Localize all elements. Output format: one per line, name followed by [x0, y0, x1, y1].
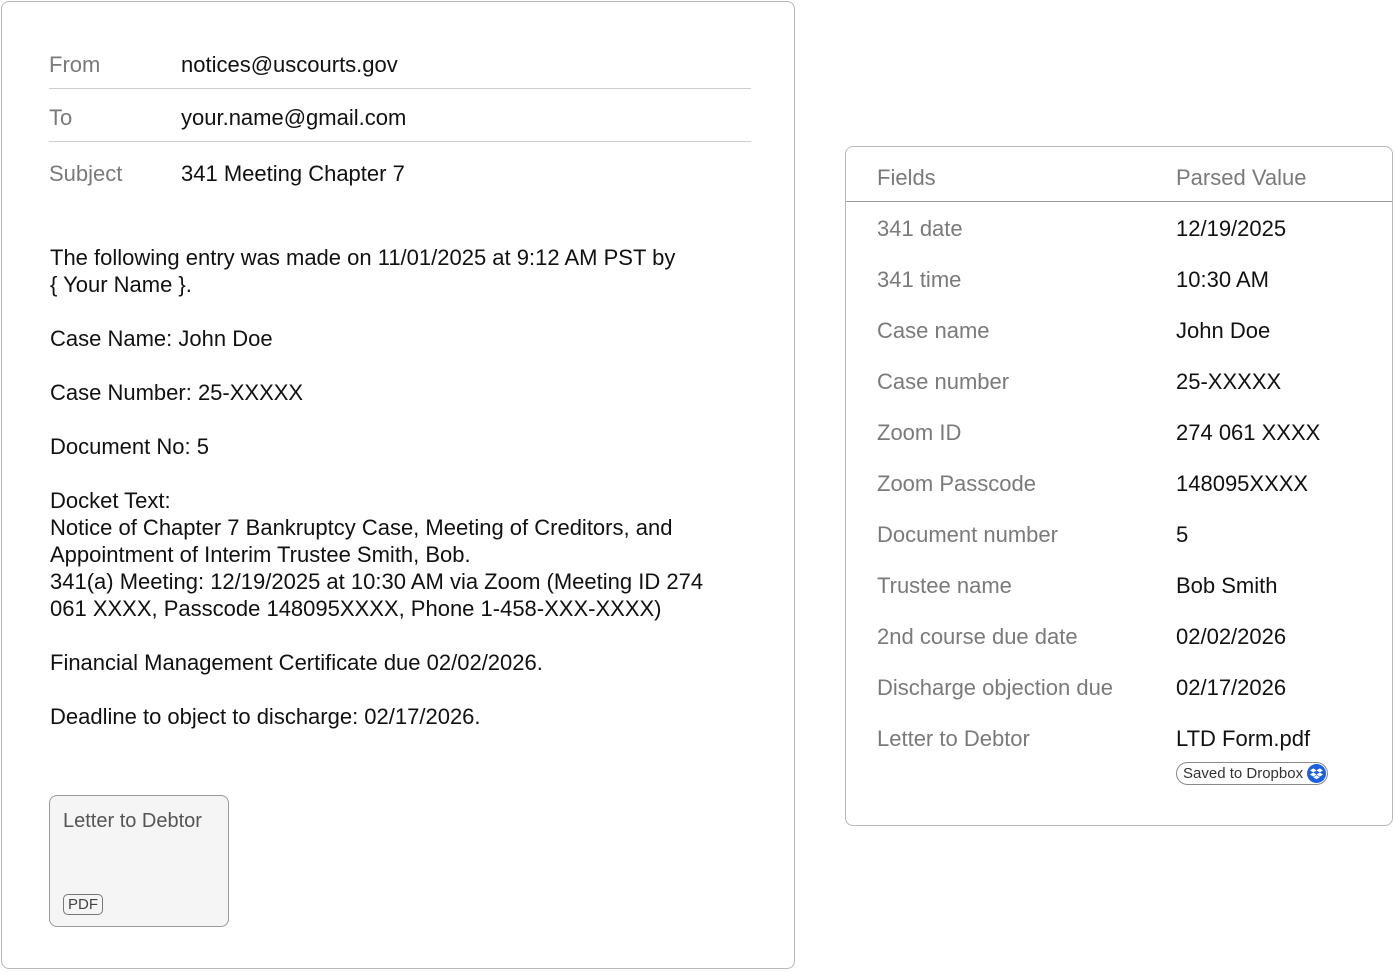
docket-text-paragraph: Docket Text: Notice of Chapter 7 Bankruptcy Case, Meeting of Creditors, and Appointment of Interim Trustee Smith, Bob. 341(a) Meeting: 12/19/2025 at 10:30 AM via Zoom (Meeting ID 274 061 XXXX, Passcode 148095XXXX, Phone 1-458-XXX-XXXX) [50, 488, 704, 621]
field-value: 274 061 XXXX [1176, 420, 1321, 445]
field-value: John Doe [1176, 318, 1271, 343]
field-value: 10:30 AM [1176, 267, 1269, 292]
field-name: 2nd course due date [877, 624, 1078, 649]
field-name: Zoom ID [877, 420, 962, 445]
parsed-row [846, 560, 1392, 611]
subject-label: Subject [49, 161, 123, 186]
ltd-form-file-link[interactable]: LTD Form.pdf [1176, 726, 1311, 751]
field-name: Case name [877, 318, 990, 343]
field-name: Trustee name [877, 573, 1012, 598]
field-name: Letter to Debtor [877, 726, 1030, 751]
field-name: Zoom Passcode [877, 471, 1036, 496]
parsed-table-header [846, 147, 1392, 202]
pdf-badge: PDF [63, 894, 103, 915]
field-name: Discharge objection due [877, 675, 1114, 700]
parsed-values-card [845, 146, 1393, 826]
field-value: 5 [1176, 522, 1189, 547]
parsed-row [846, 662, 1392, 713]
from-row [49, 41, 751, 89]
parsed-row [846, 356, 1392, 407]
document-number-paragraph: Document No: 5 [50, 434, 209, 459]
parsed-row [846, 254, 1392, 305]
entry-paragraph: The following entry was made on 11/01/2025 at 9:12 AM PST by { Your Name }. [50, 245, 676, 297]
field-name: 341 time [877, 267, 962, 292]
case-name-paragraph: Case Name: John Doe [50, 326, 273, 351]
field-name: 341 date [877, 216, 963, 241]
subject-value: 341 Meeting Chapter 7 [181, 161, 405, 186]
parsed-row [846, 713, 1392, 764]
parsed-row [846, 611, 1392, 662]
to-row [49, 94, 751, 142]
to-label: To [49, 104, 73, 130]
deadline-paragraph: Deadline to object to discharge: 02/17/2026. [50, 704, 481, 729]
certificate-paragraph: Financial Management Certificate due 02/02/2026. [50, 650, 543, 675]
parsed-row [846, 305, 1392, 356]
fields-column-header: Fields [877, 165, 936, 190]
to-value[interactable]: your.name@gmail.com [181, 104, 407, 130]
dropbox-icon [1307, 764, 1326, 783]
field-name: Case number [877, 369, 1010, 394]
saved-to-dropbox-label: Saved to Dropbox [1183, 765, 1304, 782]
attachment-title: Letter to Debtor [63, 810, 202, 832]
case-number-paragraph: Case Number: 25-XXXXX [50, 380, 304, 405]
parsed-row [846, 407, 1392, 458]
field-value: 148095XXXX [1176, 471, 1309, 496]
field-value: 02/02/2026 [1176, 624, 1287, 649]
parsed-value-column-header: Parsed Value [1176, 165, 1307, 190]
email-card [1, 1, 795, 969]
saved-to-dropbox-badge[interactable] [1176, 762, 1328, 785]
parsed-row [846, 458, 1392, 509]
field-name: Document number [877, 522, 1058, 547]
attachment-letter-to-debtor[interactable] [49, 795, 229, 927]
field-value: Bob Smith [1176, 573, 1278, 598]
email-body [50, 244, 750, 757]
parsed-row [846, 203, 1392, 254]
field-value: 25-XXXXX [1176, 369, 1282, 394]
from-label: From [49, 51, 101, 77]
parsed-row [846, 509, 1392, 560]
field-value: 12/19/2025 [1176, 216, 1287, 241]
from-value[interactable]: notices@uscourts.gov [181, 51, 398, 77]
field-value: 02/17/2026 [1176, 675, 1287, 700]
subject-row [49, 150, 751, 198]
